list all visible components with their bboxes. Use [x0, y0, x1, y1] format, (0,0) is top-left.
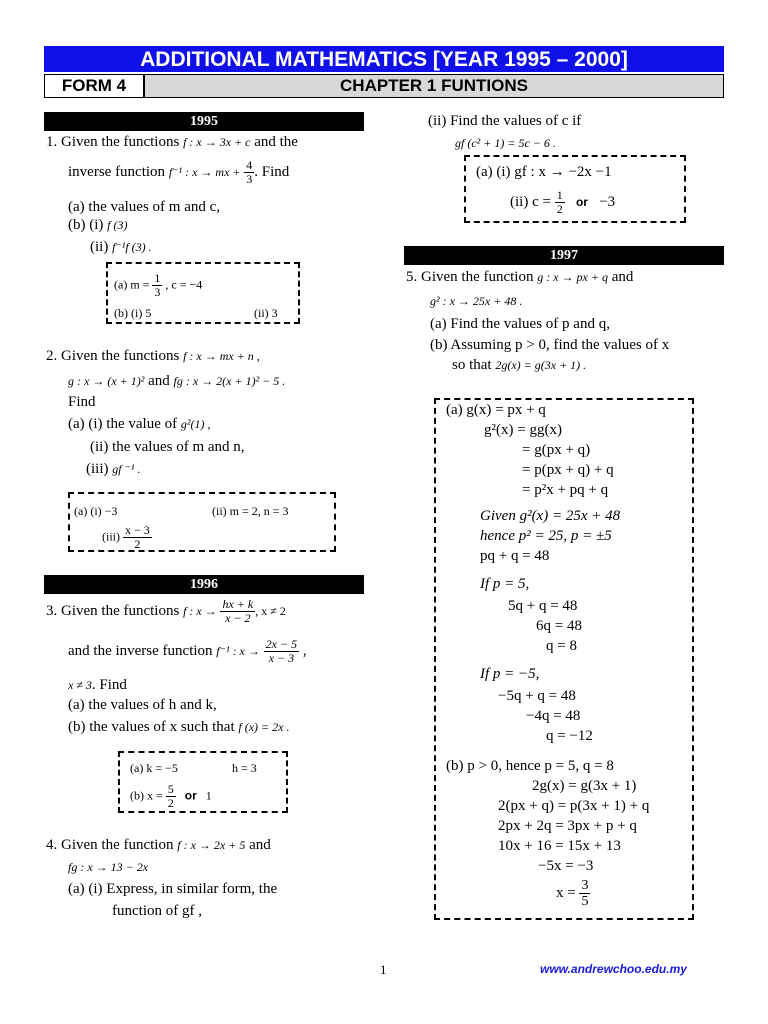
q3-line5: (b) the values of x such that f (x) = 2x .	[68, 719, 290, 735]
a4-part-b: (ii) c = $\frac{1}{2}$ or −3	[510, 188, 616, 216]
q2-line6: (iii) gf ⁻¹ .	[86, 461, 141, 477]
q4-line4: function of gf ,	[112, 903, 202, 919]
answer-box-q4	[464, 155, 686, 223]
a5-row2: g²(x) = gg(x)	[484, 422, 562, 438]
a3-part-b: (b) x = $\frac{5}{2}$ or 1	[130, 782, 212, 810]
a5-row15: −4q = 48	[526, 708, 581, 724]
a5-row8: pq + q = 48	[480, 548, 550, 564]
q3-line4: (a) the values of h and k,	[68, 697, 217, 713]
a5-row1: (a) g(x) = px + q	[446, 402, 546, 418]
answer-box-q3	[118, 751, 288, 813]
q5-line2: g² : x → 25x + 48 .	[430, 294, 523, 308]
answer-box-q5	[434, 398, 694, 920]
a5-row3: = g(px + q)	[522, 442, 591, 458]
a5-row16: q = −12	[546, 728, 593, 744]
form-label: FORM 4	[45, 75, 145, 97]
a1-part-b1: (b) (i) 5	[114, 306, 152, 320]
q1-line4: (b) (i) f (3)	[68, 217, 128, 233]
year-heading-1995: 1995	[44, 112, 364, 131]
q4-line2: fg : x → 13 − 2x	[68, 860, 149, 874]
a3-part-a2: h = 3	[232, 761, 257, 775]
page-number: 1	[380, 962, 387, 977]
q1-line3: (a) the values of m and c,	[68, 199, 221, 215]
a5-row21: 10x + 16 = 15x + 13	[498, 838, 621, 854]
document-banner: ADDITIONAL MATHEMATICS [YEAR 1995 – 2000]	[44, 46, 724, 72]
chapter-title: CHAPTER 1 FUNTIONS	[340, 76, 528, 95]
q5-line1: 5. Given the function g : x → px + q and	[406, 269, 634, 285]
a5-row14: −5q + q = 48	[498, 688, 576, 704]
year-heading-1996: 1996	[44, 575, 364, 594]
a5-row9: If p = 5,	[480, 576, 530, 592]
a2-part-a3: (iii) $\frac{x - 3}{2}$	[102, 523, 150, 551]
a4-part-a: (a) (i) gf : x → −2x −1	[476, 164, 612, 180]
q2-line2: g : x → (x + 1)² and fg : x → 2(x + 1)² − 5 .	[68, 373, 286, 389]
q3-line1: 3. Given the functions f : x → $\frac{hx + k}{x - 2}$ , x ≠ 2	[46, 597, 286, 625]
q4b-line2: gf (c² + 1) = 5c − 6 .	[455, 136, 556, 150]
a5-row19: 2(px + q) = p(3x + 1) + q	[498, 798, 650, 814]
q5-line3: (a) Find the values of p and q,	[430, 316, 610, 332]
q1-line2: inverse function f⁻¹ : x → mx + $\frac{4}{3}$ . Find	[68, 158, 290, 186]
answer-box-q2	[68, 492, 336, 552]
answer-box-q1	[106, 262, 300, 324]
q4b-line1: (ii) Find the values of c if	[428, 113, 582, 129]
a1-part-a: (a) m = $\frac{1}{3}$ , c = −4	[114, 271, 203, 299]
q2-line5: (ii) the values of m and n,	[90, 439, 245, 455]
q3-line3: x ≠ 3. Find	[68, 677, 127, 693]
a5-row10: 5q + q = 48	[508, 598, 578, 614]
q2-line4: (a) (i) the value of g²(1) ,	[68, 416, 211, 432]
a5-row23: x = $\frac{3}{5}$	[556, 878, 589, 909]
a5-row20: 2px + 2q = 3px + p + q	[498, 818, 637, 834]
a5-row13: If p = −5,	[480, 666, 540, 682]
a5-row18: 2g(x) = g(3x + 1)	[532, 778, 637, 794]
a5-row6: Given g²(x) = 25x + 48	[480, 508, 621, 524]
q2-line1: 2. Given the functions f : x → mx + n ,	[46, 348, 260, 364]
a5-row12: q = 8	[546, 638, 577, 654]
q3-line2: and the inverse function f⁻¹ : x → $\frac{2x - 5}{x - 3}$ ,	[68, 637, 307, 665]
a5-row22: −5x = −3	[538, 858, 594, 874]
a5-row11: 6q = 48	[536, 618, 582, 634]
q4-line1: 4. Given the function f : x → 2x + 5 and	[46, 837, 271, 853]
q1-line1: 1. Given the functions f : x → 3x + c and the	[46, 134, 298, 150]
a5-row5: = p²x + pq + q	[522, 482, 609, 498]
a2-part-a2: (ii) m = 2, n = 3	[212, 504, 289, 518]
chapter-header	[44, 74, 724, 98]
a2-part-a1: (a) (i) −3	[74, 504, 118, 518]
a5-row17: (b) p > 0, hence p = 5, q = 8	[446, 758, 614, 774]
a1-part-b2: (ii) 3	[254, 306, 278, 320]
a5-row7: hence p² = 25, p = ±5	[480, 528, 612, 544]
q4-line3: (a) (i) Express, in similar form, the	[68, 881, 278, 897]
a3-part-a1: (a) k = −5	[130, 761, 178, 775]
a5-row4: = p(px + q) + q	[522, 462, 614, 478]
q5-line5: so that 2g(x) = g(3x + 1) .	[452, 357, 587, 373]
website-link[interactable]: www.andrewchoo.edu.my	[540, 962, 687, 976]
q2-line3: Find	[68, 394, 96, 410]
year-heading-1997: 1997	[404, 246, 724, 265]
q5-line4: (b) Assuming p > 0, find the values of x	[430, 337, 670, 353]
q1-line5: (ii) f⁻¹f (3) .	[90, 239, 152, 255]
